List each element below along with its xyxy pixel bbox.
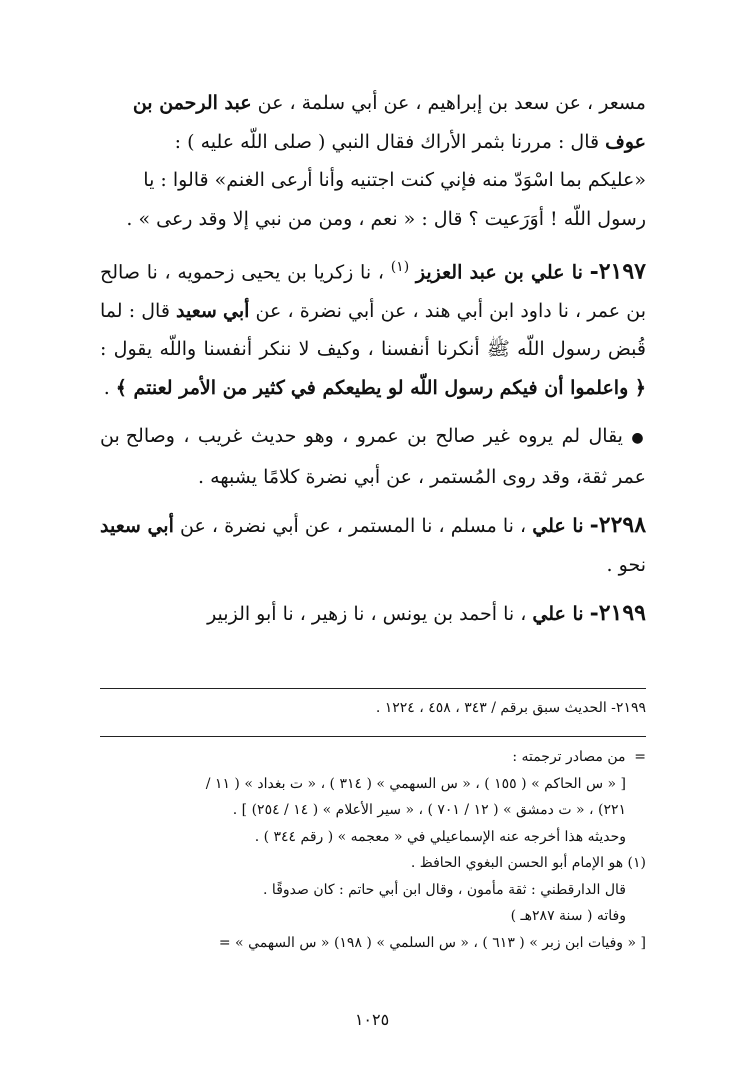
footnote-line: قال الدارقطني : ثقة مأمون ، وقال ابن أبي حاتم : كان صدوقًا .	[263, 881, 626, 898]
text: أنفسنا واللّه يقول :	[100, 338, 253, 361]
line: رسول اللّه ! أوَرَعيت ؟ قال : « نعم ، ومن من نبي إلا وقد رعى » .	[126, 207, 646, 230]
narrator-name: أبي سعيد	[100, 515, 174, 538]
divider	[100, 736, 646, 737]
hadith-number: ٢١٩٧-	[589, 258, 646, 285]
continuation-sign: =	[634, 749, 646, 765]
footnote-line: وفاته ( سنة ٢٨٧هـ )	[510, 908, 626, 924]
narrator-name: سعيد	[176, 299, 217, 322]
line	[100, 123, 646, 162]
narrator-name: أبي	[222, 299, 250, 322]
narrator-name: عبد الرحمن بن	[132, 92, 252, 114]
quran-verse: ﴿ واعلموا أن فيكم رسول اللّه لو يطيعكم في	[290, 376, 646, 399]
footnote-line: (١) هو الإمام أبو الحسن البغوي الحافظ .	[410, 855, 646, 871]
narrator-name: عوف	[605, 130, 646, 153]
text: يقال لم يروه غير صالح بن عمرو ، وهو حديث غريب ،	[183, 425, 623, 448]
narrator-name: نا علي	[532, 603, 584, 626]
cross-reference: ٢١٩٩- الحديث سبق برقم / ٣٤٣ ، ٤٥٨ ، ١٢٢٤ .	[375, 700, 646, 716]
text: .	[103, 376, 110, 399]
text: نحو .	[606, 553, 646, 576]
text: قال : مررنا بثمر الأراك فقال النبي ( صلى اللّه عليه ) :	[174, 130, 600, 153]
commentary	[100, 417, 646, 496]
text: وصالح بن عمر ثقة، وقد روى المُستمر ، عن أبي نضرة كلامًا يشبهه .	[100, 425, 646, 488]
text: قال : لما قُبض رسول اللّه ﷺ أنكرنا أنفسنا ، وكيف لا ننكر	[100, 299, 646, 361]
divider	[100, 688, 646, 689]
narrator-name: نا علي بن عبد العزيز	[415, 261, 583, 284]
text: ، نا زكريا بن يحيى زحمويه ،	[164, 261, 384, 284]
narrator-name: نا علي	[532, 515, 584, 538]
text: ، نا أحمد بن يونس ، نا زهير ، نا أبو الزبير	[207, 603, 527, 626]
hadith-2199	[100, 594, 646, 634]
main-text	[100, 84, 646, 634]
footnotes	[100, 744, 646, 956]
hadith-number: ٢١٩٩-	[589, 600, 646, 627]
footnote-marker: (١)	[390, 259, 410, 275]
text: ، نا مسلم ، نا المستمر ، عن أبي نضرة ، عن	[179, 515, 527, 538]
page-number: ١٠٢٥	[354, 1010, 390, 1029]
quran-verse: كثير من الأمر لعنتم ﴾	[115, 376, 285, 399]
hadith-2298	[100, 506, 646, 584]
line: «عليكم بما اسْوَدّ منه فإني كنت اجتنيه وأنا أرعى الغنم» قالوا : يا	[143, 169, 646, 191]
text: من مصادر ترجمته :	[512, 749, 626, 765]
bullet-icon: ●	[631, 430, 646, 447]
footnote-line: [ « وفيات ابن زبر » ( ٦١٣ ) ، « س السلمي » ( ١٩٨) « س السهمي » =	[218, 934, 646, 951]
footnote-line: ٢٢١) ، « ت دمشق » ( ١٢ / ٧٠١ ) ، « سير الأعلام » ( ١٤ / ٢٥٤) ] .	[232, 802, 626, 818]
text: مسعر ، عن سعد بن إبراهيم ، عن أبي سلمة ، عن	[257, 92, 646, 114]
line	[100, 84, 646, 123]
text: نا صالح بن عمر ، نا داود ابن أبي هند ، عن أبي نضرة ، عن	[100, 261, 646, 322]
hadith-number: ٢٢٩٨-	[589, 512, 647, 539]
footnote-line: وحديثه هذا أخرجه عنه الإسماعيلي في « معجمه » ( رقم ٣٤٤ ) .	[254, 828, 626, 845]
hadith-2197	[100, 248, 646, 407]
footnote-line: [ « س الحاكم » ( ١٥٥ ) ، « س السهمي » ( ٣١٤ ) ، « ت بغداد » ( ١١ /	[205, 775, 626, 792]
footnote-line	[100, 744, 646, 771]
